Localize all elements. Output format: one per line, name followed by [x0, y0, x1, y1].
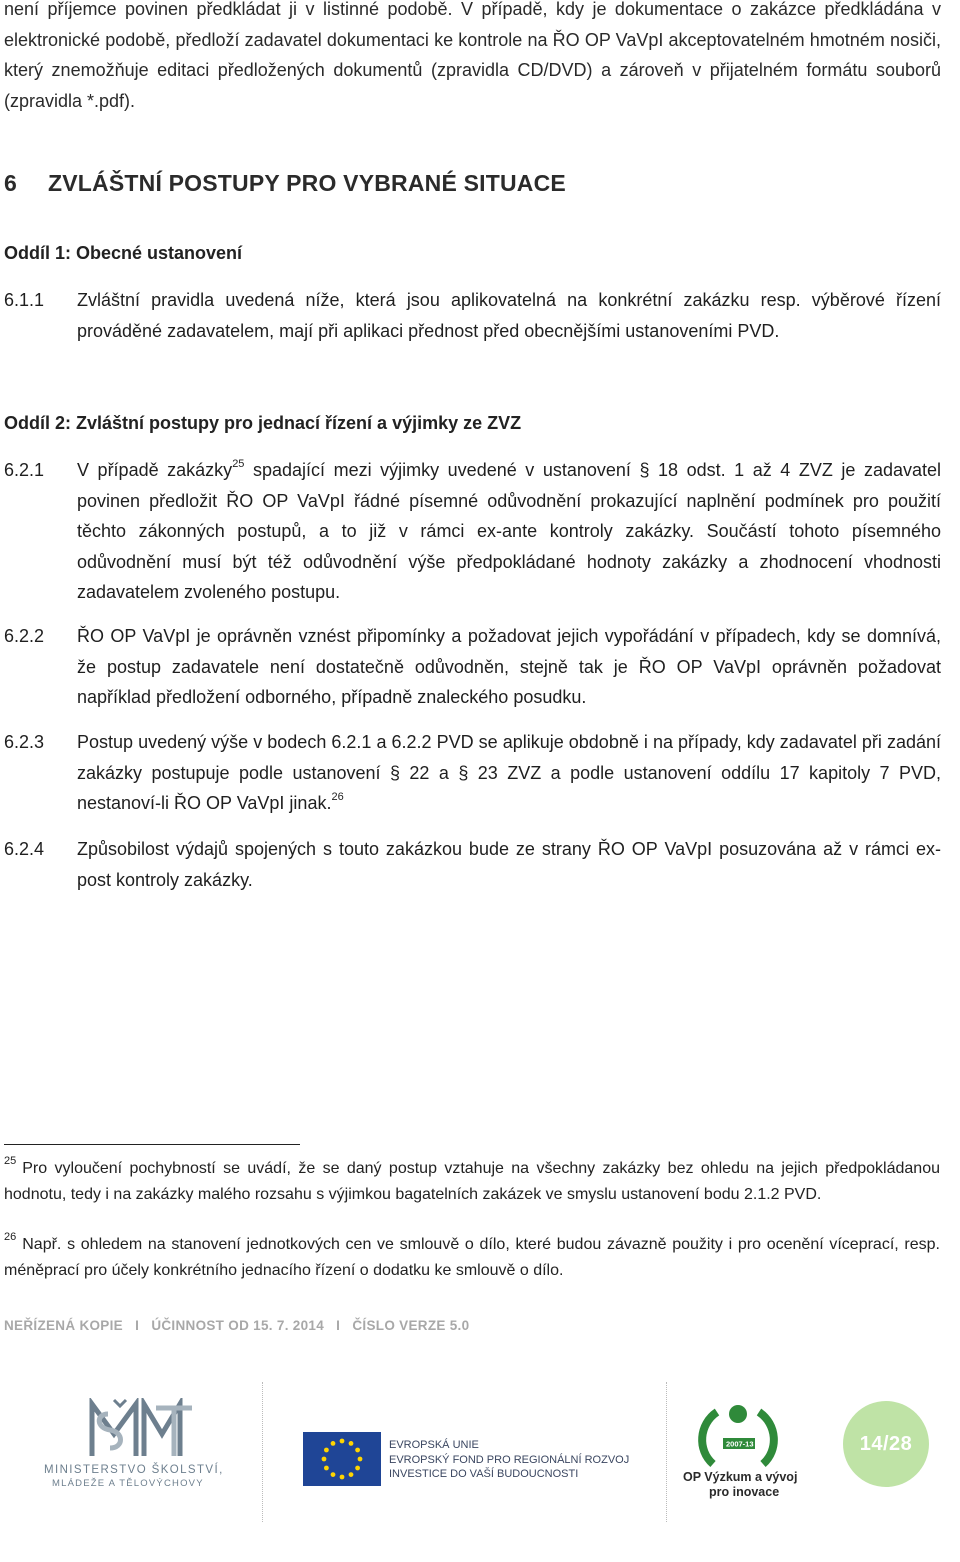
footnote-ref-26[interactable]: 26: [331, 791, 344, 803]
clause-text: Způsobilost výdajů spojených s touto zakázkou bude ze strany ŘO OP VaVpI posuzována až v rámci ex-post kontroly zakázky.: [77, 839, 941, 890]
clause-text: Zvláštní pravidla uvedená níže, která jsou aplikovatelná na konkrétní zakázku resp. výběrové řízení prováděné zadavatelem, mají při aplikaci přednost před obecnějšími ustanoveními PVD.: [77, 290, 941, 341]
op-years: 2007-13: [726, 1439, 754, 1449]
clause-6-2-4: [4, 834, 941, 895]
logo-divider: [262, 1382, 263, 1522]
op-emblem-icon: [683, 1400, 793, 1470]
footnote-26: [4, 1232, 940, 1283]
op-name: [683, 1470, 797, 1500]
clause-6-2-2: [4, 621, 941, 713]
page-number-badge: [843, 1401, 929, 1487]
footnote-number: 25: [4, 1154, 17, 1167]
section-2-heading: Oddíl 2: Zvláštní postupy pro jednací řízení a výjimky ze ZVZ: [4, 413, 522, 433]
footnote-ref-25[interactable]: 25: [232, 458, 245, 470]
eu-flag-icon: [303, 1432, 381, 1486]
msmt-name-line2: MLÁDEŽE A TĚLOVÝCHOVY: [52, 1478, 204, 1489]
footnote-text: Pro vyloučení pochybností se uvádí, že se daný postup vztahuje na všechny zakázky bez ohledu na jejich předpokládanou hodnotu, tedy i na zakázky malého rozsahu s výjimkou bagatelních zakázek ve smyslu ustanovení bodu 2.1.2 PVD.: [4, 1160, 940, 1203]
op-vavpi-logo: [683, 1400, 843, 1500]
logo-divider: [666, 1382, 667, 1522]
eu-line1: EVROPSKÁ UNIE: [389, 1439, 479, 1451]
footnote-25: [4, 1156, 940, 1207]
clause-text: ŘO OP VaVpI je oprávněn vznést připomínky a požadovat jejich vypořádání v případech, kdy se domnívá, že postup zadavatele není dostatečně odůvodněn, stejně tak je ŘO OP VaVpI oprávněn požadovat například předložení odborného, případně znaleckého posudku.: [77, 626, 941, 707]
footnote-number: 26: [4, 1230, 17, 1243]
eu-line3: INVESTICE DO VAŠÍ BUDOUCNOSTI: [389, 1468, 579, 1480]
footnote-text: Např. s ohledem na stanovení jednotkových cen ve smlouvě o dílo, které budou závazně použity i pro ocenění víceprací, resp. méněprací pro účely konkrétního jednacího řízení o dodatku ke smlouvě o dílo.: [4, 1236, 940, 1279]
clause-6-1-1: [4, 285, 941, 346]
clause-number: 6.2.3: [4, 732, 45, 752]
footnote-separator: [4, 1144, 300, 1145]
msmt-name-line1: MINISTERSTVO ŠKOLSTVÍ,: [44, 1464, 224, 1476]
chapter-number: 6: [4, 170, 17, 196]
intro-text: není příjemce povinen předkládat ji v listinné podobě. V případě, kdy je dokumentace o zakázce předkládána v elektronické podobě, předloží zadavatel dokumentaci ke kontrole na ŘO OP VaVpI akceptovatelném hmotném nosiči, který znemožňuje editaci předložených dokumentů (zpravidla CD/DVD) a zároveň v přijatelném formátu souborů (zpravidla *.pdf).: [4, 0, 941, 111]
eu-line2: EVROPSKÝ FOND PRO REGIONÁLNÍ ROZVOJ: [389, 1453, 630, 1466]
eu-text: [389, 1438, 629, 1482]
clause-text: [77, 455, 941, 608]
op-name-line1: OP Výzkum a vývoj: [683, 1470, 798, 1484]
clause-text: [77, 727, 941, 819]
clause-text-part: spadající mezi výjimky uvedené v ustanovení § 18 odst. 1 až 4 ZVZ je zadavatel povinen předložit ŘO OP VaVpI řádné písemné odůvodnění prokazující naplnění podmínek pro použití těchto zákonných postupů, a to již v rámci ex-ante kontroly zakázky. Součástí tohoto písemného odůvodnění musí být též odůvodnění výše předpokládané hodnoty zakázky a zhodnocení vhodnosti zadavatelem zvoleného postupu.: [77, 460, 942, 602]
clause-number: 6.2.1: [4, 460, 45, 480]
section-1-heading: Oddíl 1: Obecné ustanovení: [4, 243, 243, 263]
page-number: 14/28: [859, 1432, 913, 1455]
eu-logo: [303, 1432, 663, 1494]
chapter-title: ZVLÁŠTNÍ POSTUPY PRO VYBRANÉ SITUACE: [48, 170, 566, 196]
clause-number: 6.2.2: [4, 626, 45, 646]
footer-status-line: NEŘÍZENÁ KOPIE I ÚČINNOST OD 15. 7. 2014 I ČÍSLO VERZE 5.0: [4, 1318, 470, 1333]
clause-number: 6.2.4: [4, 839, 45, 859]
clause-text-part: Postup uvedený výše v bodech 6.2.1 a 6.2.2 PVD se aplikuje obdobně i na případy, kdy zadavatel při zadání zakázky postupuje podle ustanovení § 22 a § 23 ZVZ a podle ustanovení oddílu 17 kapitoly 7 PVD, nestanoví-li ŘO OP VaVpI jinak.: [77, 732, 941, 813]
intro-paragraph: [4, 0, 941, 116]
clause-6-2-1: [4, 455, 941, 608]
clause-text-part: V případě zakázky: [77, 460, 233, 480]
clause-number: 6.1.1: [4, 290, 45, 310]
msmt-logo: [44, 1398, 234, 1490]
chapter-heading: [4, 170, 566, 197]
op-name-line2: pro inovace: [709, 1485, 780, 1499]
msmt-emblem-icon: [44, 1398, 194, 1460]
clause-6-2-3: [4, 727, 941, 819]
